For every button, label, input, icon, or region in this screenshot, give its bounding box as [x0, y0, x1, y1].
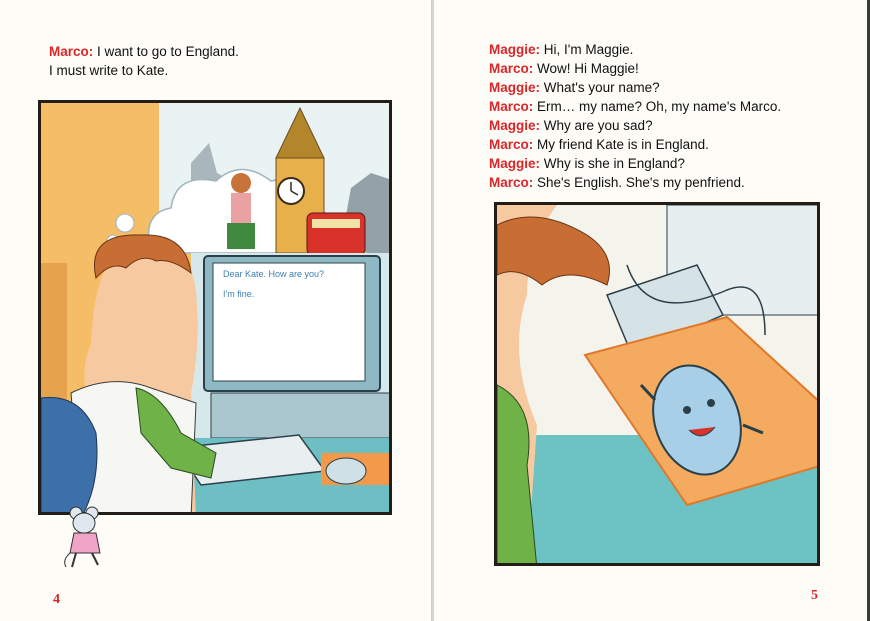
marco-computer-illustration — [38, 100, 392, 515]
speaker-name: Marco: — [489, 175, 534, 190]
dialogue-text: She's English. She's my penfriend. — [533, 175, 745, 190]
dialogue-line — [489, 40, 781, 59]
dialogue-line — [489, 135, 781, 154]
dialogue-line — [489, 97, 781, 116]
page-number-left: 4 — [53, 592, 60, 607]
screen-text-line-1: Dear Kate. How are you? — [223, 269, 325, 279]
speaker-name: Maggie: — [489, 118, 541, 133]
dialogue-line — [489, 59, 781, 78]
left-page — [0, 0, 432, 621]
dialogue-line — [489, 78, 781, 97]
dialogue-line — [49, 61, 239, 80]
page-number-right: 5 — [811, 588, 818, 603]
speaker-name: Marco: — [489, 99, 534, 114]
dialogue-text: Hi, I'm Maggie. — [540, 42, 634, 57]
screen-text-line-2: I'm fine. — [223, 289, 255, 299]
dialogue-text: Why are you sad? — [540, 118, 653, 133]
maggie-mouse-illustration — [494, 202, 820, 566]
dialogue-text: My friend Kate is in England. — [533, 137, 709, 152]
speaker-name: Marco: — [49, 44, 94, 59]
speaker-name: Marco: — [489, 61, 534, 76]
left-dialogue — [49, 42, 239, 80]
dialogue-text: I must write to Kate. — [49, 63, 169, 78]
dialogue-text: Wow! Hi Maggie! — [533, 61, 639, 76]
speaker-name: Maggie: — [489, 42, 541, 57]
dialogue-text: Why is she in England? — [540, 156, 685, 171]
speaker-name: Maggie: — [489, 80, 541, 95]
speaker-name: Marco: — [489, 137, 534, 152]
right-dialogue — [489, 40, 781, 192]
dialogue-text: What's your name? — [540, 80, 660, 95]
maggie-mouse-icon — [62, 505, 110, 575]
dialogue-line — [489, 116, 781, 135]
dialogue-line — [489, 154, 781, 173]
speaker-name: Maggie: — [489, 156, 541, 171]
dialogue-line — [49, 42, 239, 61]
dialogue-line — [489, 173, 781, 192]
dialogue-text: Erm… my name? Oh, my name's Marco. — [533, 99, 782, 114]
dialogue-text: I want to go to England. — [93, 44, 239, 59]
